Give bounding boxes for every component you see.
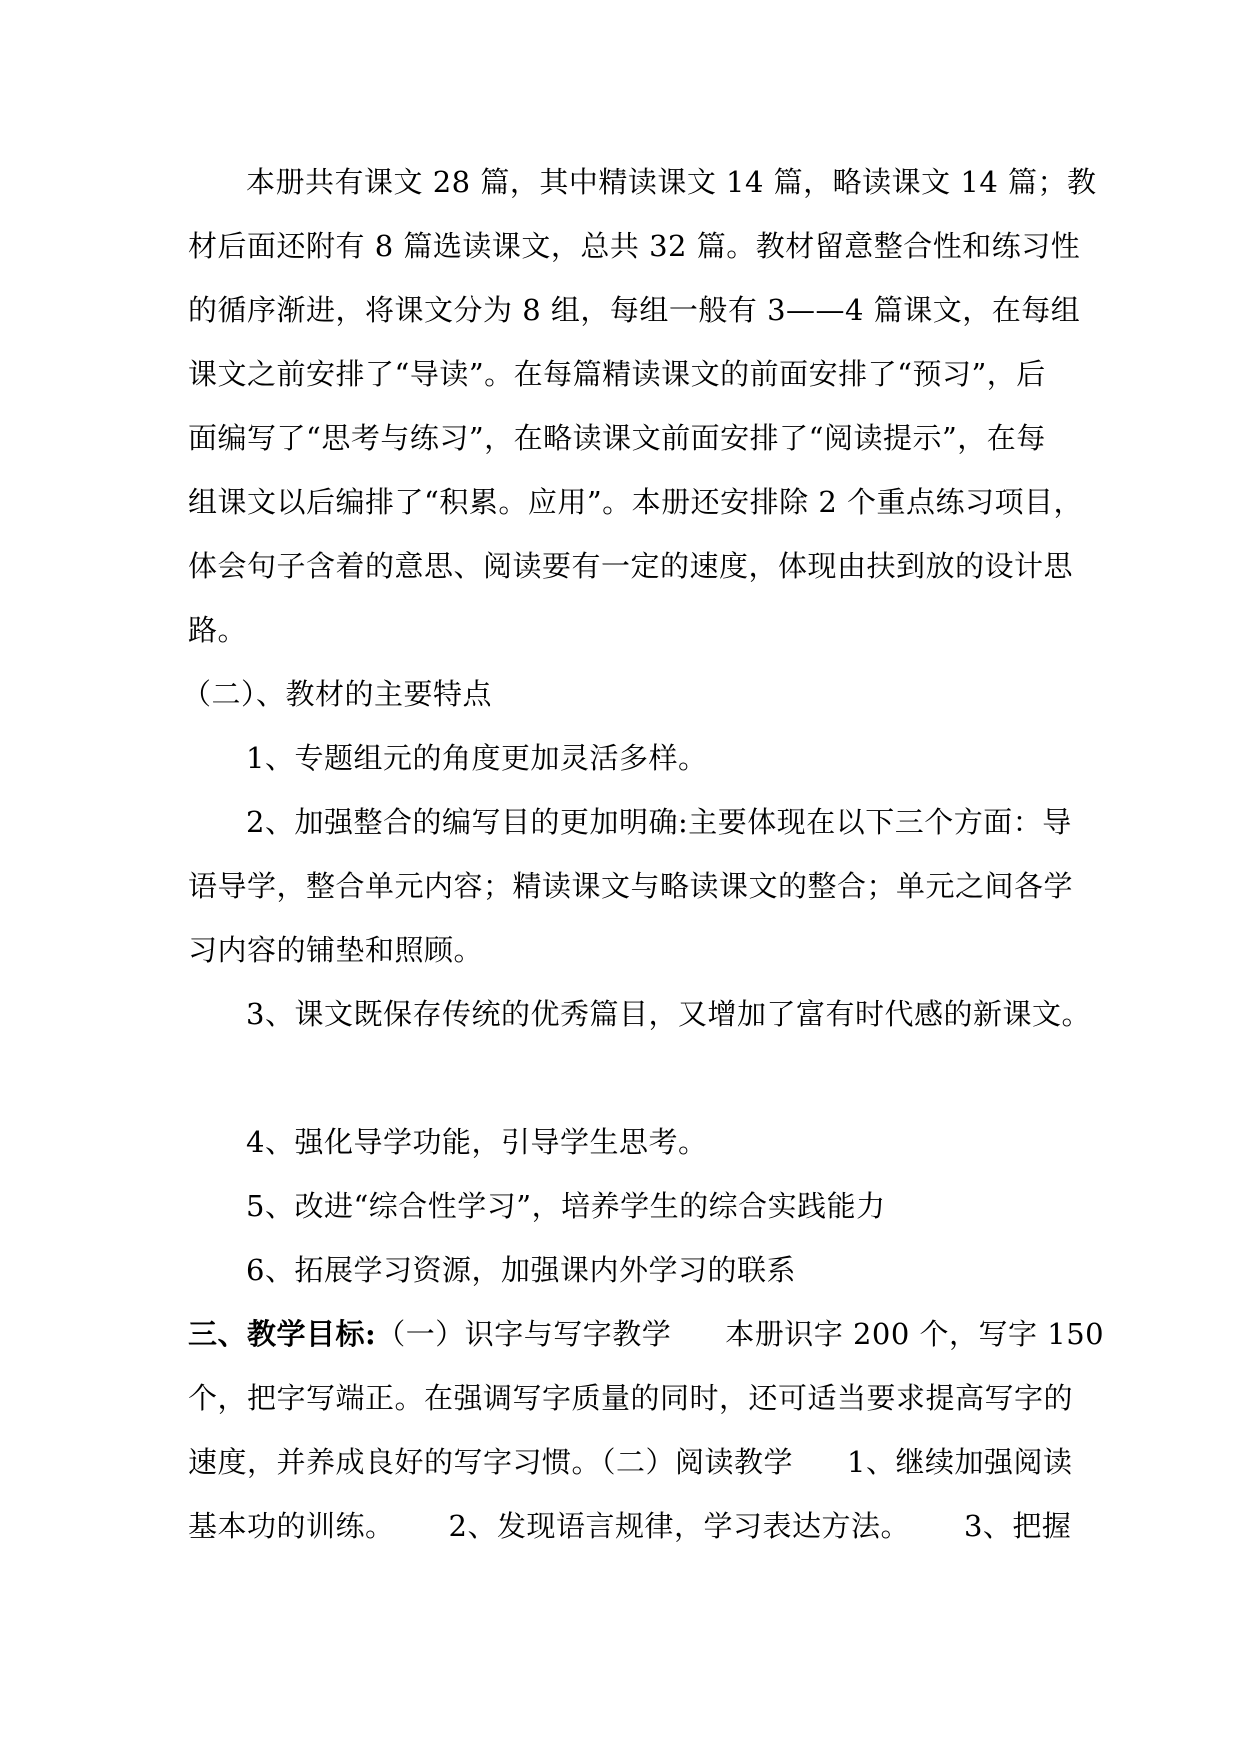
- paragraph-line: [188, 1430, 1088, 1494]
- paragraph-line: 课文之前安排了“导读”。在每篇精读课文的前面安排了“预习”，后: [188, 357, 1046, 391]
- text-run: 1、继续加强阅读: [847, 1445, 1073, 1479]
- list-item: 2、加强整合的编写目的更加明确:主要体现在以下三个方面：导: [246, 805, 1072, 839]
- list-item: 3、课文既保存传统的优秀篇目，又增加了富有时代感的新课文。: [246, 997, 1091, 1031]
- document-page: [182, 150, 1105, 1558]
- text-run: 本册识字 200 个，写字 150: [725, 1317, 1105, 1351]
- objectives-line: [188, 1302, 1105, 1366]
- paragraph-line: [188, 1494, 1088, 1558]
- paragraph-line: 面编写了“思考与练习”，在略读课文前面安排了“阅读提示”，在每: [188, 421, 1046, 455]
- text-run: 速度，并养成良好的写字习惯。（二）阅读教学: [188, 1445, 794, 1479]
- text-run: （一）识字与写字教学: [376, 1317, 672, 1351]
- list-item: 5、改进“综合性学习”，培养学生的综合实践能力: [246, 1189, 886, 1223]
- paragraph-line: 路。: [188, 613, 248, 647]
- paragraph-line: 个，把字写端正。在强调写字质量的同时，还可适当要求提高写字的: [188, 1381, 1074, 1415]
- list-item-continuation: 习内容的铺垫和照顾。: [188, 933, 484, 967]
- list-item-continuation: 语导学，整合单元内容；精读课文与略读课文的整合；单元之间各学: [188, 869, 1074, 903]
- paragraph-line: 本册共有课文 28 篇，其中精读课文 14 篇，略读课文 14 篇；教: [246, 165, 1097, 199]
- text-run: 2、发现语言规律，学习表达方法。: [448, 1509, 910, 1543]
- list-item: 1、专题组元的角度更加灵活多样。: [246, 741, 708, 775]
- section-title: 三、教学目标:: [188, 1317, 377, 1351]
- blank-line: [188, 1046, 1088, 1110]
- text-run: 3、把握: [963, 1509, 1072, 1543]
- paragraph-line: 组课文以后编排了“积累。应用”。本册还安排除 2 个重点练习项目，: [188, 485, 1084, 519]
- list-item: 4、强化导学功能，引导学生思考。: [246, 1125, 708, 1159]
- paragraph-line: 材后面还附有 8 篇选读课文，总共 32 篇。教材留意整合性和练习性: [188, 229, 1081, 263]
- text-run: 基本功的训练。: [188, 1509, 395, 1543]
- paragraph-line: 的循序渐进，将课文分为 8 组，每组一般有 3——4 篇课文，在每组: [188, 293, 1081, 327]
- list-item: 6、拓展学习资源，加强课内外学习的联系: [246, 1253, 796, 1287]
- section-heading: （二）、教材的主要特点: [182, 677, 493, 711]
- paragraph-line: 体会句子含着的意思、阅读要有一定的速度，体现由扶到放的设计思: [188, 549, 1074, 583]
